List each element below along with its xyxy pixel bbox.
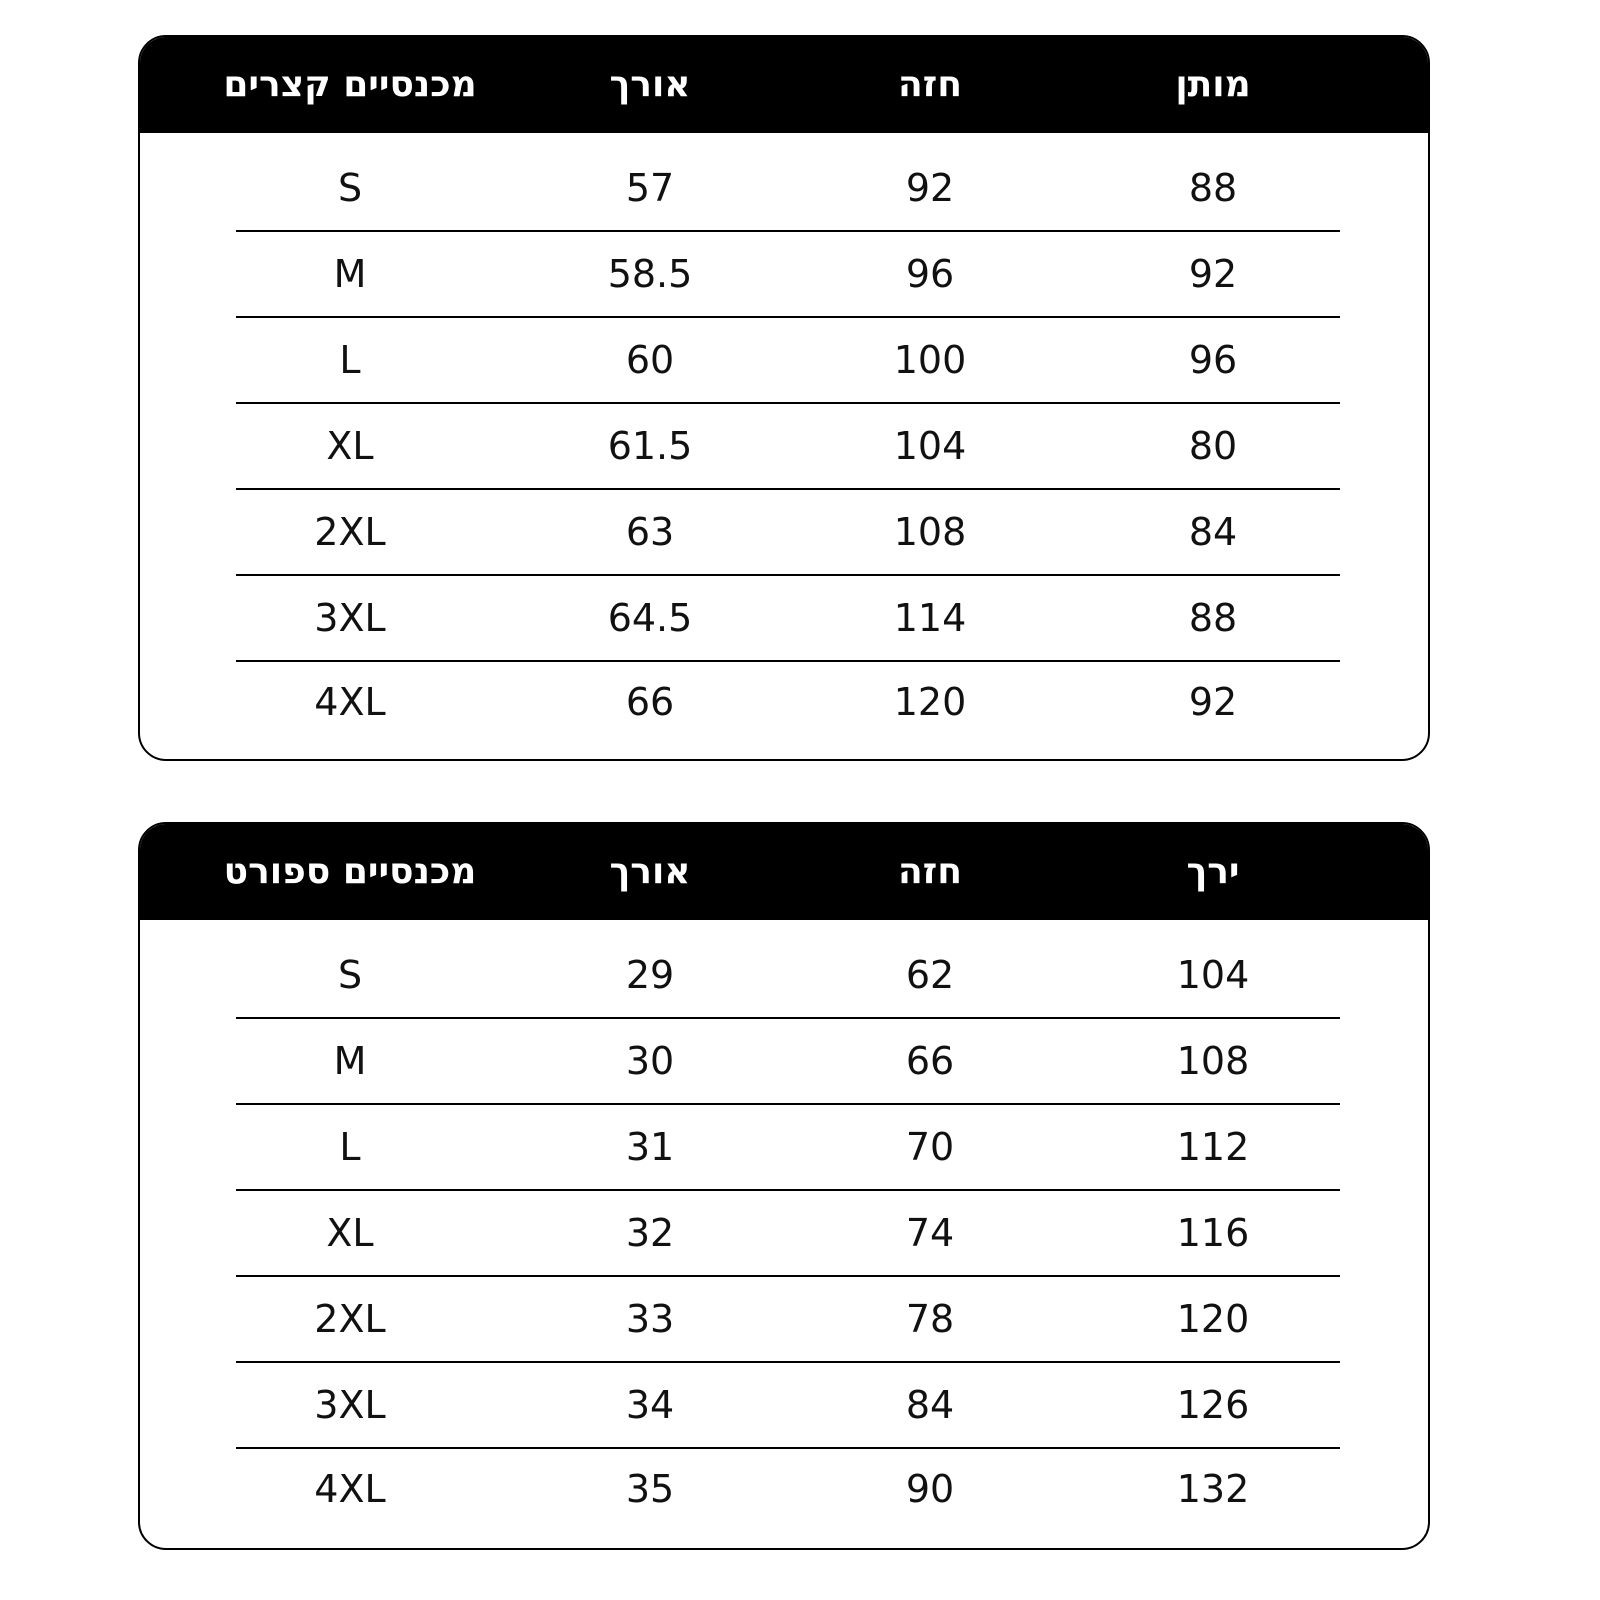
cell-waist: 88 <box>1188 166 1238 210</box>
table-row <box>236 660 1340 744</box>
header-chest: חזה <box>898 851 962 892</box>
cell-hip: 116 <box>1176 1211 1250 1255</box>
table-row <box>236 1105 1340 1191</box>
cell-chest: 84 <box>905 1383 955 1427</box>
cell-size: L <box>339 1125 361 1169</box>
cell-length: 63 <box>625 510 675 554</box>
cell-waist: 92 <box>1188 680 1238 724</box>
cell-chest: 66 <box>905 1039 955 1083</box>
cell-waist: 80 <box>1188 424 1238 468</box>
cell-size: 3XL <box>314 1383 386 1427</box>
table-header <box>140 824 1428 920</box>
cell-length: 31 <box>625 1125 675 1169</box>
cell-chest: 96 <box>905 252 955 296</box>
cell-waist: 84 <box>1188 510 1238 554</box>
cell-chest: 100 <box>893 338 967 382</box>
cell-size: S <box>337 953 363 997</box>
header-length: אורך <box>609 64 691 105</box>
header-length: אורך <box>609 851 691 892</box>
table-row <box>236 404 1340 490</box>
cell-size: L <box>339 338 361 382</box>
table-row <box>236 1277 1340 1363</box>
cell-waist: 92 <box>1188 252 1238 296</box>
table-row <box>236 576 1340 662</box>
cell-chest: 108 <box>893 510 967 554</box>
cell-size: XL <box>326 424 374 468</box>
table-row <box>236 146 1340 232</box>
size-table-sport-pants <box>138 822 1430 1550</box>
table-header <box>140 37 1428 133</box>
cell-size: 4XL <box>314 1467 386 1511</box>
cell-length: 66 <box>625 680 675 724</box>
cell-chest: 114 <box>893 596 967 640</box>
header-hip: ירך <box>1186 851 1240 892</box>
cell-chest: 104 <box>893 424 967 468</box>
cell-size: 2XL <box>314 1297 386 1341</box>
cell-size: 4XL <box>314 680 386 724</box>
cell-waist: 96 <box>1188 338 1238 382</box>
cell-hip: 112 <box>1176 1125 1250 1169</box>
table-row <box>236 318 1340 404</box>
header-waist: מותן <box>1175 64 1251 105</box>
cell-hip: 104 <box>1176 953 1250 997</box>
cell-hip: 120 <box>1176 1297 1250 1341</box>
cell-hip: 126 <box>1176 1383 1250 1427</box>
cell-length: 61.5 <box>607 424 693 468</box>
cell-length: 58.5 <box>607 252 693 296</box>
header-chest: חזה <box>898 64 962 105</box>
cell-chest: 62 <box>905 953 955 997</box>
cell-hip: 108 <box>1176 1039 1250 1083</box>
cell-size: 2XL <box>314 510 386 554</box>
table-row <box>236 933 1340 1019</box>
cell-size: S <box>337 166 363 210</box>
cell-length: 30 <box>625 1039 675 1083</box>
cell-hip: 132 <box>1176 1467 1250 1511</box>
cell-waist: 88 <box>1188 596 1238 640</box>
table-row <box>236 1447 1340 1531</box>
header-size: מכנסיים ספורט <box>223 851 477 892</box>
cell-chest: 120 <box>893 680 967 724</box>
header-size: מכנסיים קצרים <box>223 64 477 105</box>
cell-chest: 74 <box>905 1211 955 1255</box>
cell-size: M <box>333 1039 367 1083</box>
size-table-shorts <box>138 35 1430 761</box>
table-row <box>236 1363 1340 1449</box>
cell-size: XL <box>326 1211 374 1255</box>
cell-size: M <box>333 252 367 296</box>
cell-length: 34 <box>625 1383 675 1427</box>
cell-length: 32 <box>625 1211 675 1255</box>
cell-length: 60 <box>625 338 675 382</box>
cell-length: 57 <box>625 166 675 210</box>
cell-size: 3XL <box>314 596 386 640</box>
table-row <box>236 1019 1340 1105</box>
table-row <box>236 490 1340 576</box>
cell-chest: 78 <box>905 1297 955 1341</box>
cell-chest: 92 <box>905 166 955 210</box>
table-row <box>236 232 1340 318</box>
cell-chest: 90 <box>905 1467 955 1511</box>
cell-length: 29 <box>625 953 675 997</box>
cell-length: 35 <box>625 1467 675 1511</box>
cell-length: 33 <box>625 1297 675 1341</box>
cell-chest: 70 <box>905 1125 955 1169</box>
table-row <box>236 1191 1340 1277</box>
cell-length: 64.5 <box>607 596 693 640</box>
